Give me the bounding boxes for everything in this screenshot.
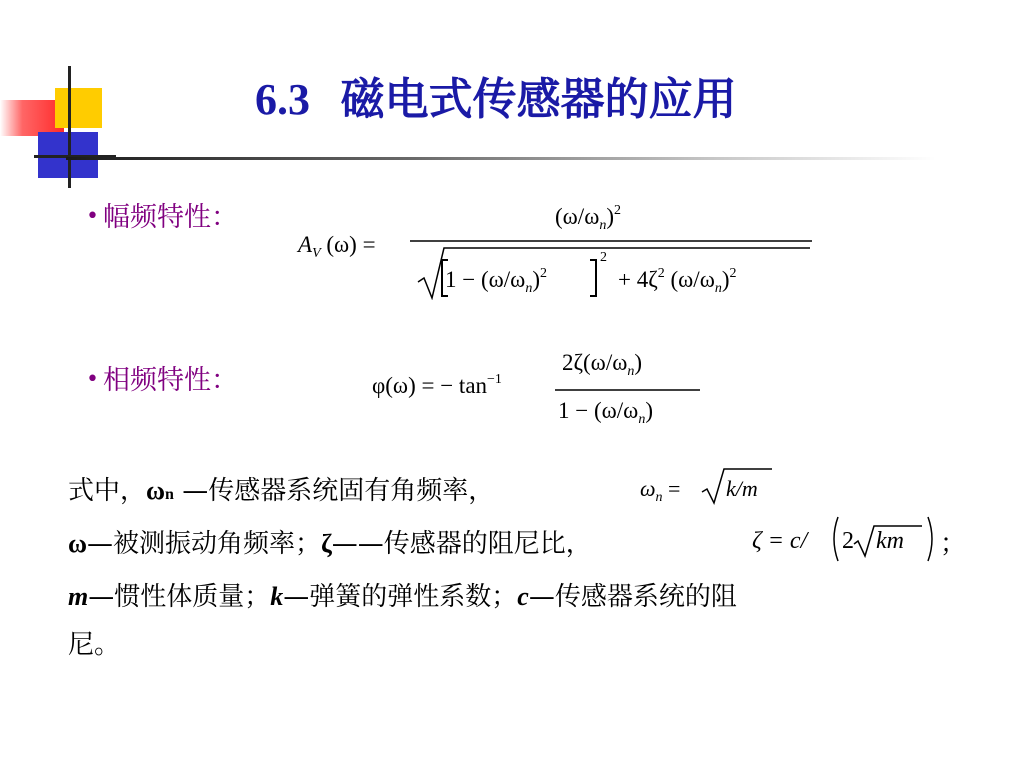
body-line-1: 式中，ωn —传感器系统固有角频率， [68, 476, 495, 506]
left-paren [834, 517, 838, 561]
title-underline [66, 157, 936, 160]
amplitude-label: 幅频特性： [102, 202, 238, 233]
slide-title [255, 63, 915, 127]
damping-lhs: ζ = c/ [752, 528, 808, 554]
body-line-2: ω—被测振动角频率；ζ——传感器的阻尼比， [68, 529, 592, 559]
title-number: 6.3 [255, 75, 310, 124]
right-paren [928, 517, 932, 561]
phase-lhs: φ(ω) = − $\tan^{-1}$ [372, 372, 502, 398]
bullet-icon: • [86, 367, 99, 392]
amplitude-bracket-sup: 2 [600, 250, 607, 265]
body-line-3: m—惯性体质量；k—弹簧的弹性系数；c—传感器系统的阻 [68, 582, 737, 612]
phase-denominator: $1 - (\omega/\omega_n)$ [558, 398, 653, 427]
amplitude-den-part2: + $4\zeta^2$ $(\omega/\omega_n)^2$ [618, 266, 737, 296]
natural-frequency-radicand: k/m [726, 476, 758, 501]
phase-heading [86, 358, 238, 397]
phase-label: 相频特性： [102, 365, 238, 396]
amplitude-numerator: $(\omega/\omega_n)^2$ [555, 203, 621, 233]
decorative-yellow-square [55, 88, 102, 128]
phase-numerator: $2\zeta(\omega/\omega_n)$ [562, 350, 643, 379]
damping-end-punct: ； [940, 529, 967, 559]
natural-frequency-lhs: $\omega_n$ = [640, 476, 681, 505]
decorative-vertical-line [68, 66, 71, 188]
amplitude-den-part1: $1 - (\omega/\omega_n)^2$ [445, 266, 547, 296]
amplitude-heading [86, 195, 238, 234]
body-line-4: 尼。 [68, 630, 121, 660]
bullet-icon: • [86, 204, 99, 229]
phase-fraction-bar [555, 388, 700, 392]
damping-radicand: km [876, 528, 904, 554]
amplitude-lhs: $A_V$ (ω) = [298, 232, 376, 261]
right-bracket [590, 260, 596, 296]
title-text: 磁电式传感器的应用 [340, 74, 737, 125]
damping-inner-pre: 2 [842, 528, 854, 554]
